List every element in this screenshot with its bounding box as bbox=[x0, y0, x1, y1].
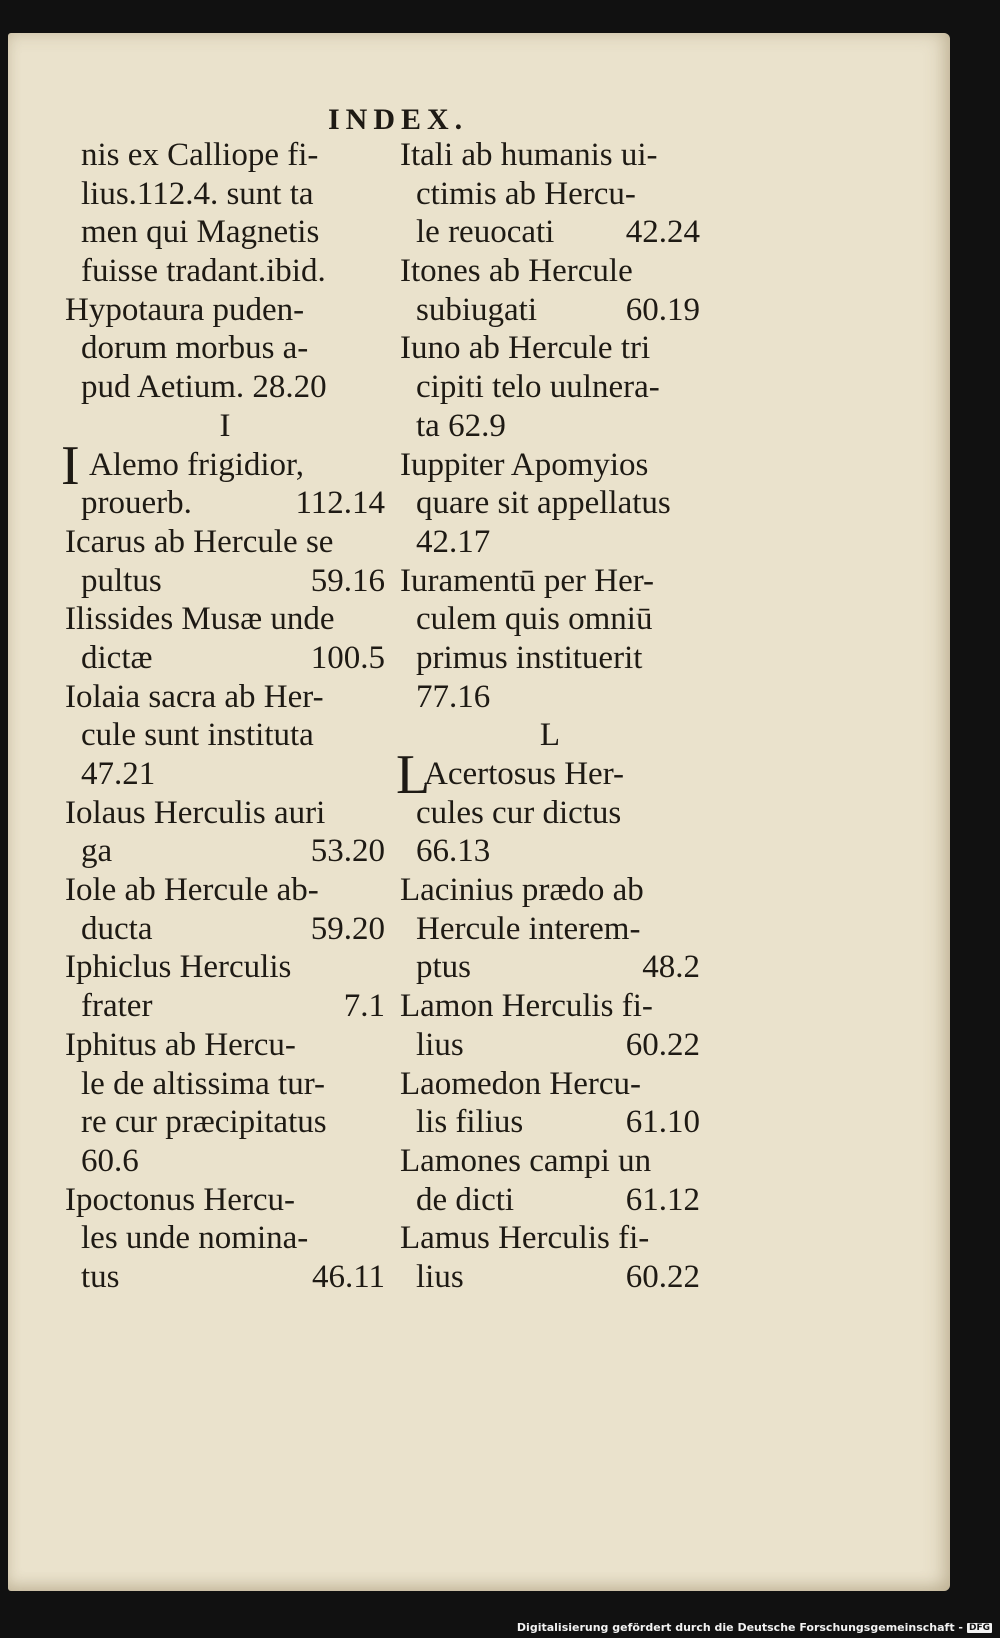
index-column-right bbox=[396, 136, 700, 1297]
entry-page-reference: 59.20 bbox=[310, 910, 385, 947]
entry-text: re cur præcipitatus bbox=[81, 1104, 327, 1141]
index-entry-line bbox=[400, 562, 700, 601]
entry-text: pultus bbox=[81, 562, 162, 599]
index-entry-line bbox=[65, 252, 385, 291]
entry-text: le de altissima tur- bbox=[81, 1065, 326, 1102]
entry-page-reference: 42.24 bbox=[625, 214, 700, 251]
entry-text: Itali ab humanis ui- bbox=[400, 137, 658, 173]
index-entry-line bbox=[400, 600, 700, 639]
entry-text: 42.17 bbox=[416, 523, 491, 560]
entry-page-reference: 61.12 bbox=[625, 1181, 700, 1218]
entry-text: Iuppiter Apomyios bbox=[400, 446, 649, 483]
entry-text: lis filius bbox=[416, 1104, 524, 1141]
running-head: INDEX. bbox=[328, 103, 469, 136]
entry-text: 60.6 bbox=[81, 1142, 139, 1179]
index-entry-line bbox=[400, 1258, 700, 1297]
entry-page-reference: 48.2 bbox=[642, 949, 700, 986]
entry-text: quare sit appellatus bbox=[416, 485, 671, 522]
entry-text: Iole ab Hercule ab- bbox=[65, 872, 319, 909]
entry-text: Iphitus ab Hercu- bbox=[65, 1026, 296, 1063]
index-entry-line bbox=[396, 744, 700, 806]
entry-text: ptus bbox=[416, 949, 472, 986]
entry-text: Ilissides Musæ unde bbox=[65, 601, 335, 638]
entry-page-reference: 46.11 bbox=[311, 1258, 385, 1295]
entry-text: pud Aetium. 28.20 bbox=[81, 369, 327, 406]
entry-text: lius bbox=[416, 1026, 464, 1063]
index-entry-line bbox=[65, 678, 385, 717]
entry-text: ta 62.9 bbox=[416, 407, 506, 444]
entry-text: Iphiclus Herculis bbox=[65, 949, 292, 986]
index-entry-line bbox=[400, 639, 700, 678]
entry-text: primus instituerit bbox=[416, 639, 643, 676]
entry-text: cule sunt instituta bbox=[81, 717, 314, 754]
entry-text: cipiti telo uulnera- bbox=[416, 369, 660, 406]
index-entry-line bbox=[65, 291, 385, 330]
index-entry-line bbox=[65, 1142, 385, 1181]
entry-text: culem quis omniū bbox=[416, 601, 653, 638]
entry-text: Itones ab Hercule bbox=[400, 253, 633, 290]
entry-text: Ipoctonus Hercu- bbox=[65, 1181, 296, 1218]
entry-text: Iolaus Herculis auri bbox=[65, 794, 326, 831]
entry-text: tus bbox=[81, 1258, 120, 1295]
index-entry-line bbox=[400, 329, 700, 368]
entry-text: Lamones campi un bbox=[400, 1142, 652, 1179]
entry-text: I bbox=[219, 407, 231, 444]
entry-text: Iuramentū per Her- bbox=[400, 562, 655, 599]
book-page bbox=[8, 33, 950, 1591]
index-entry-line bbox=[400, 948, 700, 987]
index-entry-line bbox=[65, 523, 385, 562]
entry-text: dorum morbus a- bbox=[81, 330, 309, 367]
section-letter-heading bbox=[400, 716, 700, 755]
entry-text: de dicti bbox=[416, 1181, 515, 1218]
entry-text: subiugati bbox=[416, 291, 537, 328]
index-entry-line bbox=[400, 136, 700, 175]
index-entry-line bbox=[65, 368, 385, 407]
credit-text: Digitalisierung gefördert durch die Deutsche Forschungsgemeinschaft - bbox=[516, 1621, 963, 1634]
entry-text: le reuocati bbox=[416, 214, 555, 251]
index-entry-line bbox=[65, 910, 385, 949]
index-entry-line bbox=[400, 291, 700, 330]
entry-text: 47.21 bbox=[81, 756, 156, 792]
index-entry-line bbox=[400, 910, 700, 949]
index-entry-line bbox=[65, 948, 385, 987]
entry-text: nis ex Calliope fi- bbox=[81, 137, 319, 173]
index-entry-line bbox=[400, 213, 700, 252]
index-entry-line bbox=[400, 1181, 700, 1220]
entry-text: Acertosus Her- bbox=[424, 756, 625, 792]
entry-page-reference: 53.20 bbox=[310, 833, 385, 870]
index-entry-line bbox=[65, 832, 385, 871]
index-entry-line bbox=[65, 794, 385, 833]
entry-text: 77.16 bbox=[416, 678, 491, 715]
index-entry-line bbox=[65, 600, 385, 639]
entry-page-reference: 59.16 bbox=[310, 562, 385, 599]
entry-text: frater bbox=[81, 988, 153, 1025]
index-entry-line bbox=[400, 1026, 700, 1065]
section-letter-heading bbox=[65, 407, 385, 446]
index-entry-line bbox=[400, 252, 700, 291]
index-entry-line bbox=[400, 871, 700, 910]
index-entry-line bbox=[65, 213, 385, 252]
index-entry-line bbox=[400, 1219, 700, 1258]
entry-text: ctimis ab Hercu- bbox=[416, 175, 636, 212]
index-entry-line bbox=[400, 407, 700, 446]
entry-text: Laomedon Hercu- bbox=[400, 1065, 641, 1102]
index-entry-line bbox=[400, 1103, 700, 1142]
index-entry-line bbox=[65, 136, 385, 175]
entry-text: les unde nomina- bbox=[81, 1220, 309, 1257]
index-entry-line bbox=[65, 871, 385, 910]
index-entry-line bbox=[400, 987, 700, 1026]
index-entry-line bbox=[65, 562, 385, 601]
index-entry-line bbox=[400, 368, 700, 407]
index-entry-line bbox=[65, 1258, 385, 1297]
index-entry-line bbox=[65, 1219, 385, 1258]
entry-text: Alemo frigidior, bbox=[89, 446, 304, 483]
entry-text: lius bbox=[416, 1258, 464, 1295]
entry-page-reference: 112.14 bbox=[295, 485, 385, 522]
entry-text: Hypotaura puden- bbox=[65, 291, 305, 328]
index-entry-line bbox=[65, 1181, 385, 1220]
entry-text: prouerb. bbox=[81, 485, 192, 522]
index-entry-line bbox=[65, 755, 385, 794]
entry-text: Lacinius prædo ab bbox=[400, 872, 644, 909]
index-entry-line bbox=[61, 434, 385, 497]
index-entry-line bbox=[400, 1142, 700, 1181]
entry-text: ducta bbox=[81, 910, 153, 947]
drop-cap-initial: I bbox=[61, 434, 80, 497]
entry-text: ga bbox=[81, 833, 113, 870]
dfg-logo-icon: DFG bbox=[968, 1622, 990, 1633]
entry-text: Icarus ab Hercule se bbox=[65, 523, 334, 560]
drop-cap-initial: L bbox=[396, 744, 431, 806]
entry-page-reference: 60.22 bbox=[625, 1258, 700, 1295]
entry-text: Iuno ab Hercule tri bbox=[400, 330, 651, 367]
index-entry-line bbox=[400, 484, 700, 523]
index-entry-line bbox=[65, 1026, 385, 1065]
index-entry-line bbox=[400, 1065, 700, 1104]
index-column-left bbox=[61, 136, 385, 1297]
index-entry-line bbox=[65, 1065, 385, 1104]
index-entry-line bbox=[400, 832, 700, 871]
entry-page-reference: 60.22 bbox=[625, 1026, 700, 1063]
entry-text: lius.112.4. sunt ta bbox=[81, 175, 314, 212]
index-entry-line bbox=[65, 329, 385, 368]
entry-page-reference: 60.19 bbox=[625, 291, 700, 328]
entry-text: Iolaia sacra ab Her- bbox=[65, 678, 324, 715]
index-entry-line bbox=[65, 484, 385, 523]
entry-text: men qui Magnetis bbox=[81, 214, 320, 251]
entry-page-reference: 100.5 bbox=[310, 639, 385, 676]
index-entry-line bbox=[400, 523, 700, 562]
entry-text: 66.13 bbox=[416, 833, 491, 870]
index-entry-line bbox=[65, 987, 385, 1026]
entry-text: L bbox=[539, 717, 561, 754]
entry-text: cules cur dictus bbox=[416, 794, 622, 831]
index-entry-line bbox=[400, 794, 700, 833]
index-entry-line bbox=[400, 175, 700, 214]
index-entry-line bbox=[65, 1103, 385, 1142]
entry-text: Hercule interem- bbox=[416, 910, 641, 947]
entry-page-reference: 61.10 bbox=[625, 1104, 700, 1141]
entry-text: Lamon Herculis fi- bbox=[400, 988, 653, 1025]
entry-text: Lamus Herculis fi- bbox=[400, 1220, 650, 1257]
entry-text: dictæ bbox=[81, 639, 153, 676]
index-entry-line bbox=[400, 446, 700, 485]
entry-text: fuisse tradant.ibid. bbox=[81, 253, 326, 290]
index-entry-line bbox=[400, 678, 700, 717]
index-entry-line bbox=[65, 175, 385, 214]
digitization-credit bbox=[517, 1621, 992, 1634]
entry-page-reference: 7.1 bbox=[343, 988, 385, 1025]
index-entry-line bbox=[65, 716, 385, 755]
index-entry-line bbox=[65, 639, 385, 678]
